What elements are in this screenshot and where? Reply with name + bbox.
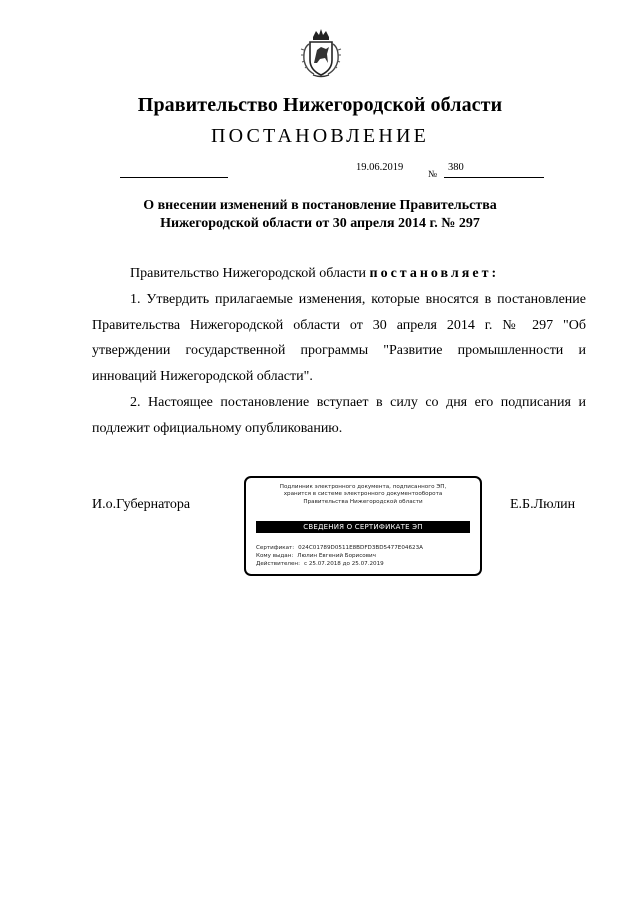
document-type: ПОСТАНОВЛЕНИЕ <box>210 125 430 147</box>
stamp-validity-row <box>256 561 384 567</box>
stamp-certificate-row <box>256 545 423 551</box>
stamp-note-line: Правительства Нижегородской области <box>303 498 423 505</box>
signatory-role: И.о.Губернатора <box>92 497 191 512</box>
stamp-label: Кому выдан: <box>256 553 294 559</box>
stamp-note-line: Подлинник электронного документа, подписанного ЭП, <box>279 484 447 490</box>
stamp-issued-row <box>256 553 376 559</box>
stamp-label: Сертификат: <box>256 545 295 551</box>
subject-line-1: О внесении изменений в постановление Правительства <box>143 198 497 213</box>
document-number: 380 <box>448 162 464 173</box>
stamp-label: Действителен: <box>256 561 300 567</box>
stamp-note <box>250 484 476 506</box>
coat-of-arms-icon <box>300 28 342 78</box>
number-sign: № <box>428 170 438 180</box>
resolution-lead <box>92 261 586 287</box>
resolves-word: постановляет: <box>369 266 500 281</box>
government-title: Правительство Нижегородской области <box>137 94 503 116</box>
stamp-value: с 25.07.2018 до 25.07.2019 <box>303 561 384 567</box>
document-subject <box>120 197 520 233</box>
electronic-signature-stamp <box>244 476 482 576</box>
paragraph-2: 2. Настоящее постановление вступает в силу со дня его подписания и подлежит официальному опубликованию. <box>92 395 586 436</box>
signatory-name: Е.Б.Люлин <box>510 497 576 512</box>
stamp-value: 024C01789D0511E8BDFD3BD5477E04623A <box>298 545 423 551</box>
stamp-certificate-header: СВЕДЕНИЯ О СЕРТИФИКАТЕ ЭП <box>256 521 470 533</box>
stamp-note-line: хранится в системе электронного документооборота <box>283 491 443 498</box>
stamp-value: Люлин Евгений Борисович <box>297 553 376 559</box>
lead-text: Правительство Нижегородской области <box>130 266 370 281</box>
subject-line-2: Нижегородской области от 30 апреля 2014 г. № 297 <box>160 216 480 231</box>
paragraph-1: 1. Утвердить прилагаемые изменения, которые вносятся в постановление Правительства Нижегородской области от 30 апреля 2014 г. № 297 "Об утверждении государственной программы "Развитие промышленности и инноваций Нижегородской области". <box>92 292 586 384</box>
blank-line <box>120 177 228 178</box>
document-date: 19.06.2019 <box>356 162 404 173</box>
number-underline <box>444 177 544 178</box>
